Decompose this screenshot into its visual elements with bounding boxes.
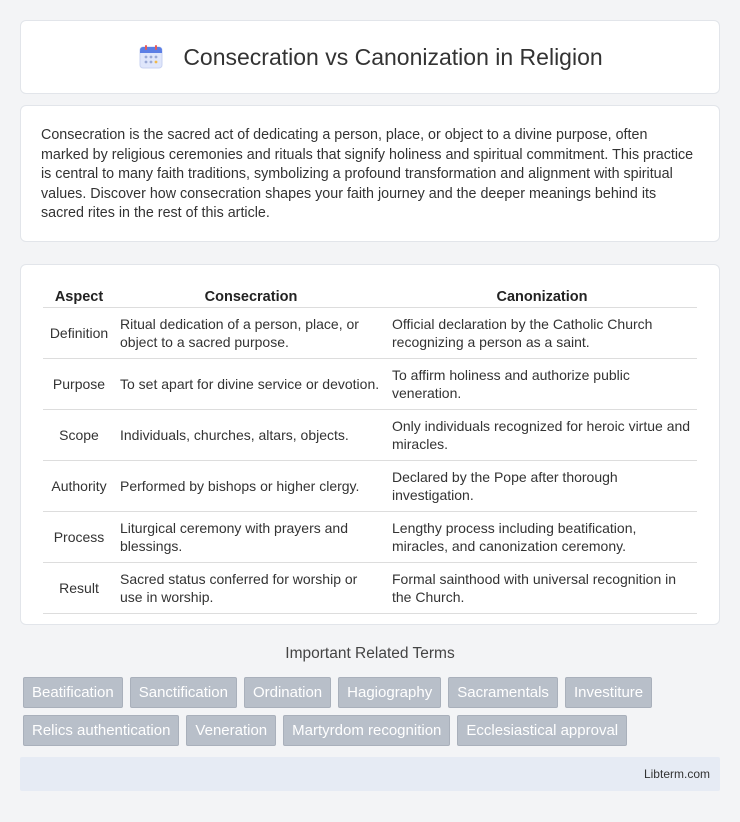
consecration-cell: Sacred status conferred for worship or use in worship. [115,563,387,614]
related-term-tag[interactable]: Investiture [565,677,652,708]
related-terms-list [23,677,723,753]
table-row [43,563,697,614]
related-term-tag[interactable]: Veneration [186,715,276,746]
aspect-cell: Definition [43,308,115,359]
page-title: Consecration vs Canonization in Religion [183,43,603,70]
comparison-table [43,285,697,614]
aspect-cell: Process [43,512,115,563]
consecration-cell: To set apart for divine service or devotion. [115,359,387,410]
canonization-cell: Lengthy process including beatification, miracles, and canonization ceremony. [387,512,697,563]
table-row [43,461,697,512]
consecration-cell: Ritual dedication of a person, place, or object to a sacred purpose. [115,308,387,359]
aspect-cell: Authority [43,461,115,512]
comparison-card [20,264,720,625]
consecration-cell: Individuals, churches, altars, objects. [115,410,387,461]
table-row [43,410,697,461]
aspect-cell: Result [43,563,115,614]
intro-card [20,105,720,242]
footer-site-link[interactable]: Libterm.com [643,767,710,781]
related-term-tag[interactable]: Beatification [23,677,123,708]
canonization-cell: To affirm holiness and authorize public veneration. [387,359,697,410]
table-row [43,512,697,563]
header [137,43,602,71]
related-term-tag[interactable]: Sacramentals [448,677,558,708]
header-card [20,20,720,94]
column-header-aspect: Aspect [43,285,115,308]
canonization-cell: Declared by the Pope after thorough investigation. [387,461,697,512]
table-row [43,308,697,359]
table-header-row [43,285,697,308]
related-term-tag[interactable]: Ordination [244,677,331,708]
intro-paragraph: Consecration is the sacred act of dedicating a person, place, or object to a divine purpose, often marked by religious ceremonies and rituals that signify holiness and spiritual commitment. This practice is central to many faith traditions, symbolizing a profound transformation and alignment with spiritual values. Discover how consecration shapes your faith journey and the deeper meanings behind its sacred rites in the rest of this article. [41,127,694,221]
column-header-consecration: Consecration [115,285,387,308]
related-term-tag[interactable]: Martyrdom recognition [283,715,450,746]
related-term-tag[interactable]: Relics authentication [23,715,179,746]
column-header-canonization: Canonization [387,285,697,308]
footer [20,757,720,791]
related-terms-title: Important Related Terms [285,645,455,662]
related-term-tag[interactable]: Sanctification [130,677,237,708]
table-row [43,359,697,410]
aspect-cell: Scope [43,410,115,461]
consecration-cell: Performed by bishops or higher clergy. [115,461,387,512]
calendar-icon [137,43,165,71]
consecration-cell: Liturgical ceremony with prayers and blessings. [115,512,387,563]
canonization-cell: Official declaration by the Catholic Church recognizing a person as a saint. [387,308,697,359]
related-term-tag[interactable]: Hagiography [338,677,441,708]
canonization-cell: Only individuals recognized for heroic virtue and miracles. [387,410,697,461]
canonization-cell: Formal sainthood with universal recognition in the Church. [387,563,697,614]
related-term-tag[interactable]: Ecclesiastical approval [457,715,627,746]
aspect-cell: Purpose [43,359,115,410]
